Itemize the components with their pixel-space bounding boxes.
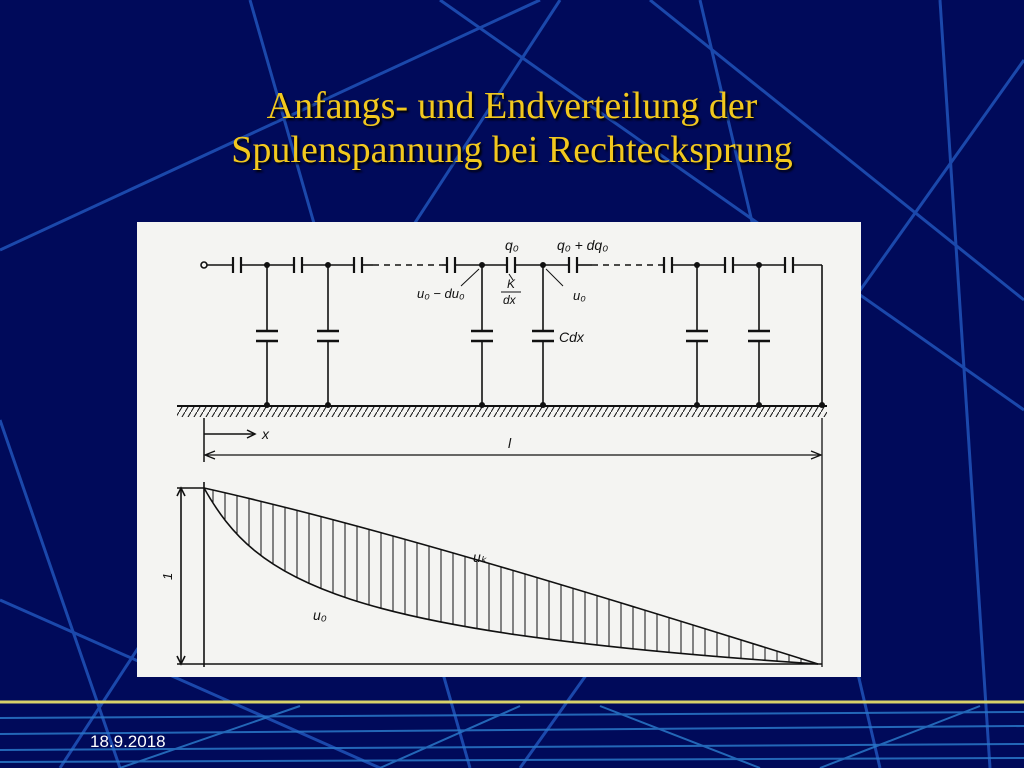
label-unit: 1 xyxy=(160,572,175,580)
label-u0-du0: u₀ − du₀ xyxy=(417,286,465,301)
label-cdx: Cdx xyxy=(559,329,584,345)
slide-date: 18.9.2018 xyxy=(90,732,166,751)
slide-title-line-2: Spulenspannung bei Rechtecksprung xyxy=(231,129,793,171)
circuit-figure xyxy=(137,222,861,677)
label-u0-curve: u₀ xyxy=(313,607,327,623)
label-q0-dq0: q₀ + dq₀ xyxy=(557,237,609,253)
circuit-figure-drawing xyxy=(137,222,861,677)
slide-title xyxy=(0,84,1024,172)
label-u0-node: u₀ xyxy=(573,288,586,303)
label-length: l xyxy=(508,435,512,451)
label-q0: q₀ xyxy=(505,237,519,253)
slide-title-line-1: Anfangs- und Endverteilung der xyxy=(266,85,758,127)
label-x: x xyxy=(262,426,269,442)
label-k: K xyxy=(507,277,516,291)
label-uk: uₖ xyxy=(473,549,487,565)
label-dx: dx xyxy=(503,293,516,307)
